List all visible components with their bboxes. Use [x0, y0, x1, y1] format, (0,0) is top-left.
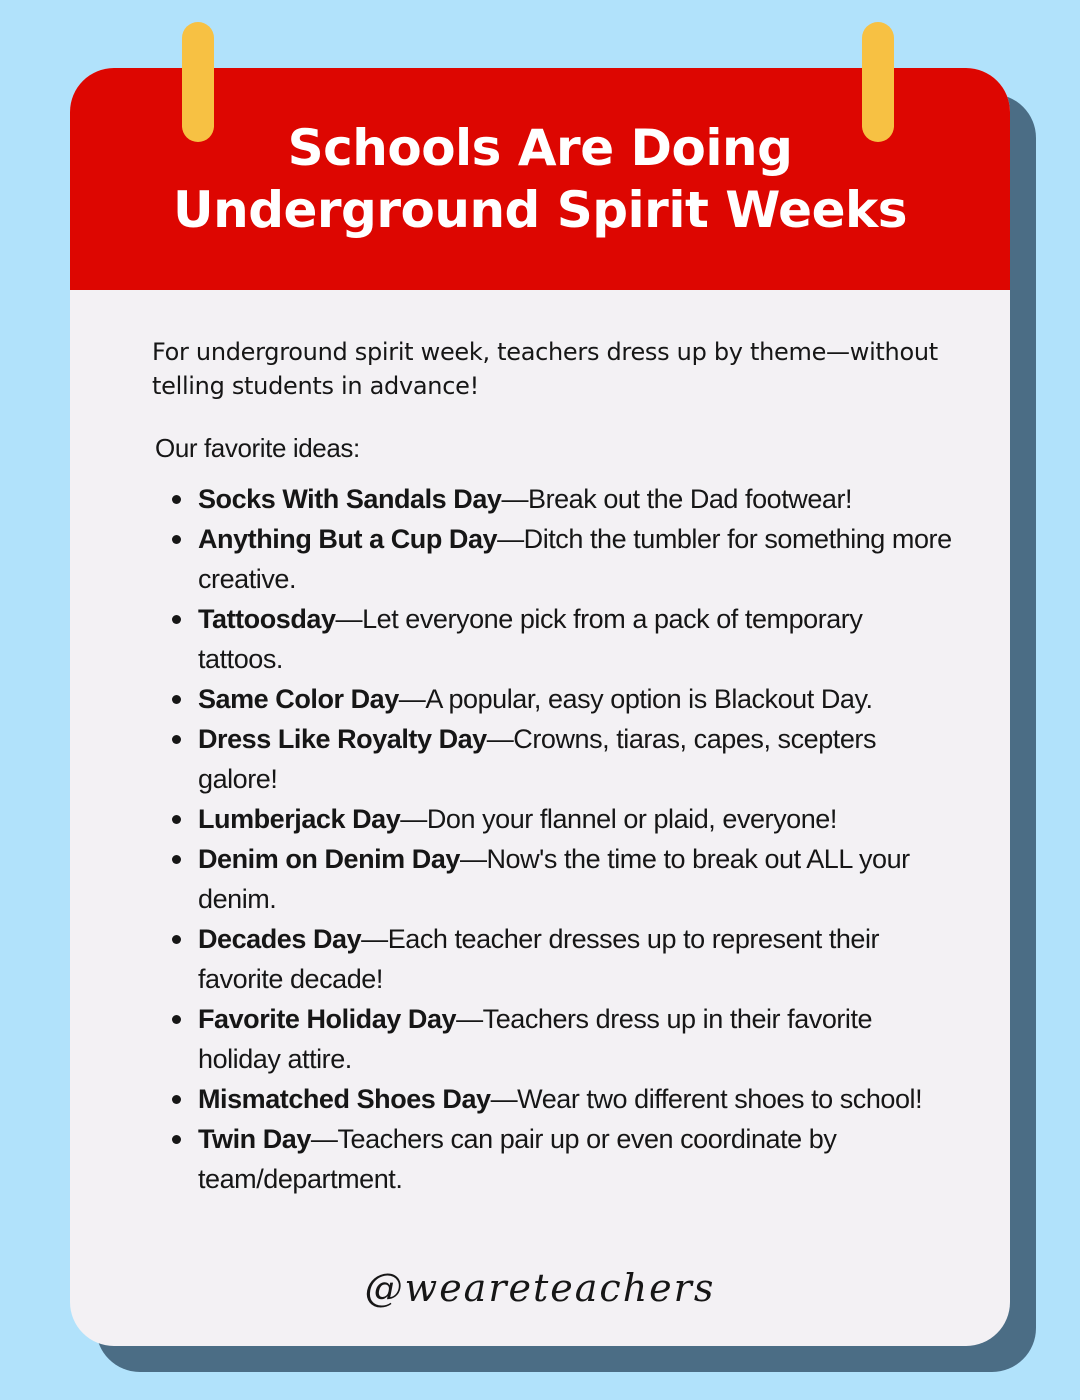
idea-name: Anything But a Cup Day	[198, 524, 498, 554]
bullet-icon	[172, 855, 181, 864]
list-item	[152, 1079, 952, 1119]
ideas-subheading: Our favorite ideas:	[155, 433, 360, 463]
list-item	[152, 1119, 952, 1199]
calendar-ring-left-icon	[182, 22, 214, 142]
idea-description: —Ditch the tumbler for something more creative.	[198, 524, 952, 594]
idea-description: —Break out the Dad footwear!	[501, 484, 853, 514]
list-item	[152, 519, 952, 599]
list-item	[152, 839, 952, 919]
list-item	[152, 679, 952, 719]
idea-description: —A popular, easy option is Blackout Day.	[398, 684, 873, 714]
idea-description: —Let everyone pick from a pack of temporary tattoos.	[198, 604, 863, 674]
title-line-2: Underground Spirit Weeks	[173, 181, 907, 239]
bullet-icon	[172, 495, 181, 504]
idea-name: Twin Day	[198, 1124, 311, 1154]
idea-description: —Now's the time to break out ALL your denim.	[198, 844, 910, 914]
title-line-1: Schools Are Doing	[287, 119, 793, 177]
list-item	[152, 999, 952, 1079]
bullet-icon	[172, 1135, 181, 1144]
idea-description: —Each teacher dresses up to represent their favorite decade!	[198, 924, 880, 994]
list-item	[152, 599, 952, 679]
bullet-icon	[172, 1095, 181, 1104]
list-item	[152, 799, 952, 839]
idea-name: Lumberjack Day	[198, 804, 401, 834]
idea-name: Favorite Holiday Day	[198, 1004, 457, 1034]
list-item	[152, 719, 952, 799]
idea-name: Tattoosday	[198, 604, 336, 634]
list-item	[152, 919, 952, 999]
list-item	[152, 479, 952, 519]
bullet-icon	[172, 535, 181, 544]
calendar-card	[70, 68, 1010, 1346]
calendar-ring-right-icon	[862, 22, 894, 142]
bullet-icon	[172, 695, 181, 704]
idea-description: —Don your flannel or plaid, everyone!	[400, 804, 837, 834]
idea-description: —Teachers dress up in their favorite holiday attire.	[198, 1004, 873, 1074]
bullet-icon	[172, 815, 181, 824]
idea-name: Denim on Denim Day	[198, 844, 460, 874]
idea-description: —Wear two different shoes to school!	[490, 1084, 923, 1114]
intro-text: For underground spirit week, teachers dress up by theme—without telling students in advance!	[152, 338, 938, 400]
idea-description: —Teachers can pair up or even coordinate by team/department.	[198, 1124, 837, 1194]
idea-name: Decades Day	[198, 924, 362, 954]
bullet-icon	[172, 1015, 181, 1024]
ideas-list	[152, 479, 952, 1199]
bullet-icon	[172, 935, 181, 944]
bullet-icon	[172, 735, 181, 744]
idea-description: —Crowns, tiaras, capes, scepters galore!	[198, 724, 876, 794]
social-handle: @weareteachers	[364, 1266, 716, 1310]
idea-name: Same Color Day	[198, 684, 399, 714]
idea-name: Dress Like Royalty Day	[198, 724, 487, 754]
bullet-icon	[172, 615, 181, 624]
card-content	[152, 335, 952, 1199]
idea-name: Socks With Sandals Day	[198, 484, 502, 514]
idea-name: Mismatched Shoes Day	[198, 1084, 491, 1114]
